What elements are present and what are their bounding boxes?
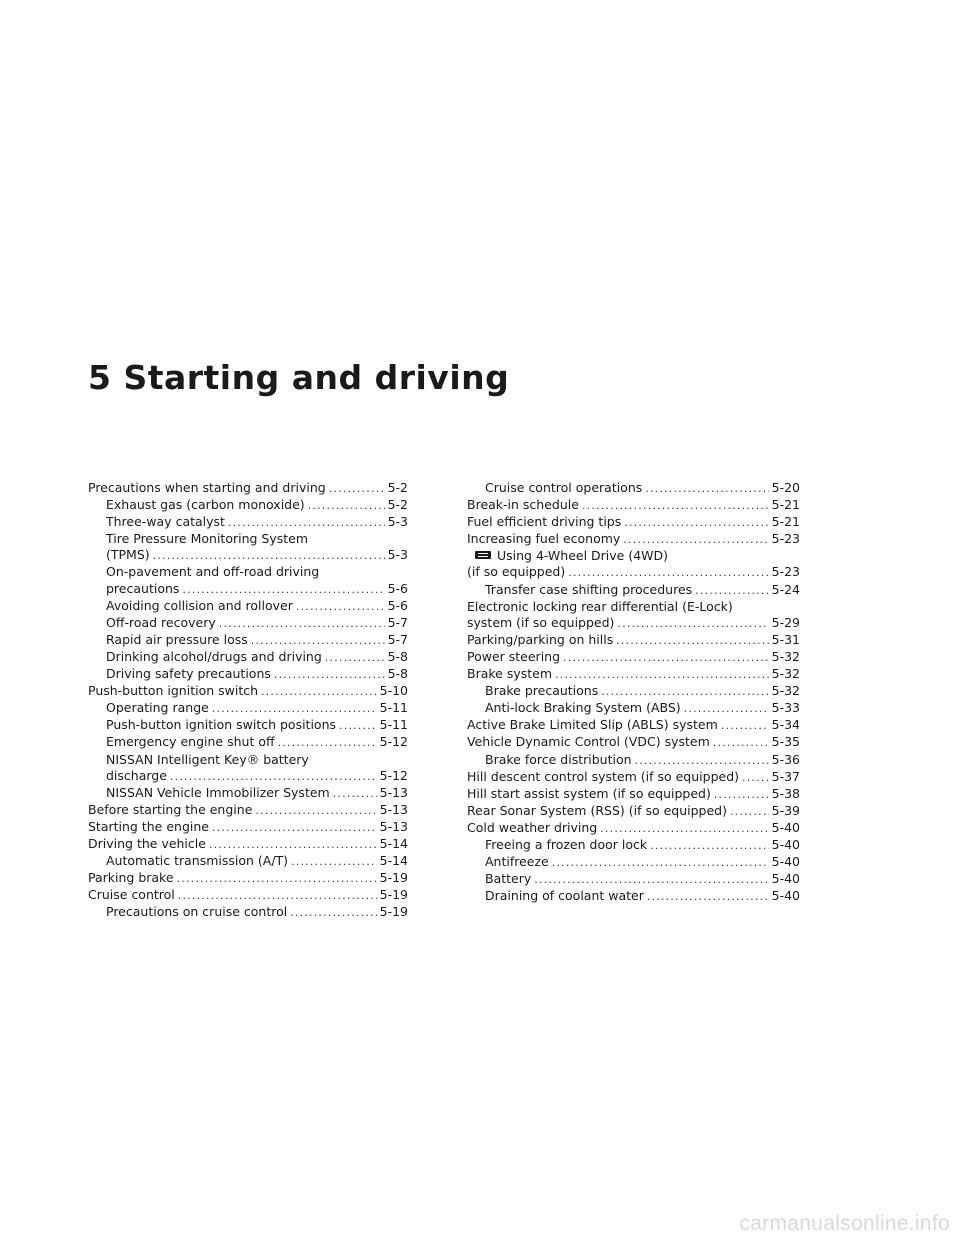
toc-entry-line [485,888,800,905]
watermark: carmanualsonline.info [739,1212,950,1235]
dot-leader [647,889,769,905]
toc-entry-line [106,581,408,598]
toc-page-number: 5-36 [771,751,800,767]
toc-entry-line [106,514,408,531]
toc-page-number: 5-7 [387,614,408,630]
toc-entry-text: Draining of coolant water [485,888,644,904]
toc-entry[interactable] [88,598,408,615]
toc-entry[interactable] [88,853,408,870]
toc-entry-text: Emergency engine shut off [106,734,275,750]
toc-page-number: 5-8 [387,648,408,664]
dot-leader [209,837,377,853]
toc-entry-line [106,632,408,649]
chapter-title: 5 Starting and driving [88,358,510,397]
toc-page-number: 5-19 [379,904,408,920]
dot-leader [182,582,384,598]
toc-page-number: 5-20 [771,480,800,495]
toc-entry-text: Antifreeze [485,854,549,870]
toc-entry[interactable] [88,632,408,649]
toc-entry[interactable] [467,582,800,599]
toc-entry-text: Exhaust gas (carbon monoxide) [106,497,305,513]
toc-page-number: 5-33 [771,700,800,716]
dot-leader [650,838,769,854]
toc-entry-text: Before starting the engine [88,801,253,817]
toc-entry-text: Avoiding collision and rollover [106,597,293,613]
toc-entry[interactable] [467,837,800,854]
toc-entry-line [88,870,408,887]
toc-entry-line [106,615,408,632]
toc-entry-line [106,598,408,615]
toc-entry-line [106,768,408,785]
toc-entry-line [467,803,800,820]
toc-entry-text: Battery [485,871,532,887]
toc-entry[interactable] [467,480,800,497]
dot-leader [274,667,385,683]
toc-page-number: 5-34 [771,717,800,733]
toc-page-number: 5-14 [379,835,408,851]
dot-leader [170,769,377,785]
dot-leader [742,770,769,786]
toc-entry-text: Precautions on cruise control [106,904,288,920]
dot-leader [635,753,769,769]
dot-leader [555,667,769,683]
toc-page-number: 5-31 [771,631,800,647]
dot-leader [153,548,385,564]
toc-entry-text: Automatic transmission (A/T) [106,853,289,869]
toc-entry-text: Break-in schedule [467,497,579,513]
toc-page-number: 5-3 [387,514,408,530]
toc-entry-line [88,836,408,853]
toc-entry-line [485,837,800,854]
dot-leader [730,804,769,820]
toc-page-number: 5-40 [771,888,800,904]
toc-entry-line [106,547,408,564]
toc-page-number: 5-2 [387,480,408,495]
dot-leader [721,718,769,734]
dot-leader [228,515,385,531]
toc-entry-line [106,700,408,717]
toc-entry-text: (if so equipped) [467,564,566,580]
toc-entry-line [106,717,408,734]
toc-entry-title [106,752,408,768]
toc-entry[interactable] [467,700,800,717]
dot-leader [212,820,377,836]
toc-entry-text: Driving safety precautions [106,666,271,682]
4x4-icon [475,551,491,559]
dot-leader [714,787,769,803]
toc-entry-text: Freeing a frozen door lock [485,836,648,852]
toc-entry-line [485,683,800,700]
toc-entry[interactable] [467,497,800,514]
dot-leader [552,855,769,871]
toc-page-number: 5-13 [379,801,408,817]
toc-entry-text: NISSAN Intelligent Key® battery [106,751,309,767]
toc-entry-text: Tire Pressure Monitoring System [106,531,309,547]
toc-page-number: 5-40 [771,836,800,852]
toc-entry-text: Electronic locking rear differential (E-Lock) [467,598,733,614]
dot-leader [623,532,768,548]
toc-entry-line [485,871,800,888]
toc-page-number: 5-11 [379,700,408,716]
toc-entry-text: Three-way catalyst [106,514,225,530]
dot-leader [296,599,385,615]
toc-entry-text: Hill start assist system (if so equipped) [467,785,711,801]
dot-leader [291,854,377,870]
dot-leader [325,650,385,666]
toc-entry-line [106,497,408,514]
dot-leader [290,905,376,921]
toc-page-number: 5-12 [379,734,408,750]
toc-entry[interactable] [88,700,408,717]
toc-entry[interactable] [467,548,800,581]
toc-entry[interactable] [467,717,800,734]
toc-page-number: 5-19 [379,870,408,886]
toc-entry-line [106,853,408,870]
toc-entry[interactable] [88,497,408,514]
toc-entry-text: On-pavement and off-road driving [106,564,320,580]
toc-entry-line [106,785,408,802]
dot-leader [617,616,768,632]
toc-entry-text: Transfer case shifting procedures [485,581,693,597]
toc-page-number: 5-29 [771,614,800,630]
toc-entry-line [88,683,408,700]
toc-entry-text: Rear Sonar System (RSS) (if so equipped) [467,802,727,818]
toc-entry[interactable] [88,870,408,887]
toc-entry-line [467,649,800,666]
dot-leader [624,515,768,531]
toc-entry-text: Cold weather driving [467,819,598,835]
toc-entry-text: Vehicle Dynamic Control (VDC) system [467,734,710,750]
toc-entry-text: Parking/parking on hills [467,631,614,647]
dot-leader [713,735,769,751]
toc-entry[interactable] [467,666,800,683]
toc-page-number: 5-38 [771,785,800,801]
toc-entry-text: Driving the vehicle [88,835,206,851]
toc-entry[interactable] [88,802,408,819]
toc-entry[interactable] [467,514,800,531]
dot-leader [339,718,377,734]
toc-right-column [467,480,800,905]
toc-entry-line [485,854,800,871]
dot-leader [582,498,769,514]
dot-leader [329,481,385,497]
toc-entry-text: Push-button ignition switch positions [106,717,337,733]
toc-page-number: 5-13 [379,818,408,834]
toc-entry[interactable] [88,480,408,497]
toc-entry[interactable] [467,599,800,632]
toc-entry-title [467,548,800,564]
toc-entry[interactable] [467,769,800,786]
dot-leader [600,821,768,837]
toc-entry[interactable] [467,683,800,700]
toc-entry-text: Power steering [467,648,561,664]
toc-page-number: 5-40 [771,854,800,870]
toc-entry-text: Increasing fuel economy [467,531,621,547]
toc-entry[interactable] [467,888,800,905]
toc-entry-line [467,666,800,683]
dot-leader [212,701,377,717]
toc-entry[interactable] [88,683,408,700]
toc-entry[interactable] [88,666,408,683]
dot-leader [261,684,377,700]
toc-page-number: 5-13 [379,784,408,800]
toc-entry-line [467,734,800,751]
toc-entry-line [467,615,800,632]
dot-leader [534,872,768,888]
toc-page-number: 5-19 [379,887,408,903]
toc-entry-line [485,752,800,769]
toc-entry-line [485,480,800,497]
toc-entry-line [485,582,800,599]
dot-leader [616,633,768,649]
toc-page-number: 5-39 [771,802,800,818]
toc-page-number: 5-23 [771,531,800,547]
toc-entry-line [467,786,800,803]
toc-page-number: 5-11 [379,717,408,733]
toc-page-number: 5-35 [771,734,800,750]
toc-entry-text: discharge [106,767,167,783]
toc-page-number: 5-32 [771,683,800,699]
toc-entry[interactable] [467,632,800,649]
toc-entry[interactable] [88,564,408,597]
toc-entry-line [88,802,408,819]
toc-entry-line [467,564,800,581]
dot-leader [219,616,385,632]
toc-entry[interactable] [88,785,408,802]
toc-entry-line [88,819,408,836]
toc-page-number: 5-32 [771,648,800,664]
toc-entry-text: Fuel efficient driving tips [467,514,622,530]
toc-entry-line [106,666,408,683]
toc-page-number: 5-14 [379,853,408,869]
toc-entry-line [467,769,800,786]
toc-entry-text: Brake precautions [485,683,599,699]
toc-page-number: 5-12 [379,767,408,783]
dot-leader [255,803,376,819]
toc-page-number: 5-24 [771,581,800,597]
toc-entry-text: Off-road recovery [106,614,216,630]
toc-entry[interactable] [467,803,800,820]
toc-page-number: 5-6 [387,580,408,596]
toc-entry-text: Hill descent control system (if so equipped) [467,768,740,784]
toc-entry-line [88,887,408,904]
toc-entry-text: Active Brake Limited Slip (ABLS) system [467,717,718,733]
toc-entry-text: Operating range [106,700,209,716]
toc-entry-text: precautions [106,580,180,596]
toc-page-number: 5-7 [387,631,408,647]
toc-entry-text: system (if so equipped) [467,614,615,630]
toc-entry-text: Parking brake [88,870,174,886]
toc-entry[interactable] [467,786,800,803]
toc-entry[interactable] [88,752,408,785]
toc-page-number: 5-10 [379,683,408,699]
toc-entry-line [467,531,800,548]
toc-entry[interactable] [467,531,800,548]
dot-leader [278,735,377,751]
toc-entry[interactable] [88,887,408,904]
toc-entry[interactable] [88,514,408,531]
toc-entry-line [106,904,408,921]
toc-entry-text: Using 4-Wheel Drive (4WD) [497,548,669,564]
dot-leader [177,871,377,887]
toc-entry-text: (TPMS) [106,547,150,563]
toc-entry-title [106,564,408,580]
dot-leader [684,701,769,717]
toc-entry-text: Starting the engine [88,818,209,834]
toc-entry-text: Brake system [467,666,553,682]
toc-entry-line [485,700,800,717]
toc-entry-text: Cruise control [88,887,175,903]
toc-entry[interactable] [88,819,408,836]
toc-left-column [88,480,408,921]
toc-entry-title [467,599,800,615]
toc-entry-text: Push-button ignition switch [88,683,259,699]
dot-leader [645,481,768,497]
toc-entry-text: Brake force distribution [485,751,632,767]
toc-entry[interactable] [467,752,800,769]
toc-entry-line [467,497,800,514]
toc-page-number: 5-21 [771,514,800,530]
toc-entry[interactable] [467,820,800,837]
toc-page-number: 5-32 [771,666,800,682]
dot-leader [251,633,385,649]
toc-entry-line [467,820,800,837]
toc-entry-line [467,632,800,649]
toc-page-number: 5-8 [387,666,408,682]
toc-entry-text: Cruise control operations [485,480,643,495]
toc-page-number: 5-6 [387,597,408,613]
toc-entry[interactable] [88,904,408,921]
toc-entry[interactable] [467,734,800,751]
toc-entry[interactable] [88,717,408,734]
toc-page-number: 5-40 [771,819,800,835]
toc-entry[interactable] [88,531,408,564]
toc-entry-line [88,480,408,497]
toc-page-number: 5-40 [771,871,800,887]
toc-entry-title [106,531,408,547]
toc-entry-line [467,717,800,734]
toc-entry[interactable] [467,871,800,888]
toc-entry-text: NISSAN Vehicle Immobilizer System [106,784,330,800]
toc-entry[interactable] [467,649,800,666]
toc-entry-line [106,734,408,751]
dot-leader [333,786,377,802]
toc-entry[interactable] [88,615,408,632]
toc-entry-line [106,649,408,666]
toc-entry[interactable] [88,649,408,666]
toc-entry-text: Drinking alcohol/drugs and driving [106,648,322,664]
dot-leader [178,888,377,904]
toc-entry[interactable] [467,854,800,871]
dot-leader [601,684,768,700]
toc-entry[interactable] [88,734,408,751]
toc-entry-line [467,514,800,531]
toc-entry-text: Precautions when starting and driving [88,480,326,495]
toc-page-number: 5-2 [387,497,408,513]
toc-page-number: 5-23 [771,564,800,580]
dot-leader [563,650,769,666]
toc-entry-text: Rapid air pressure loss [106,631,248,647]
dot-leader [308,498,385,514]
dot-leader [568,565,768,581]
toc-page-number: 5-21 [771,497,800,513]
toc-entry-text: Anti-lock Braking System (ABS) [485,700,681,716]
toc-page-number: 5-37 [771,768,800,784]
toc-page-number: 5-3 [387,547,408,563]
dot-leader [695,583,768,599]
toc-entry[interactable] [88,836,408,853]
